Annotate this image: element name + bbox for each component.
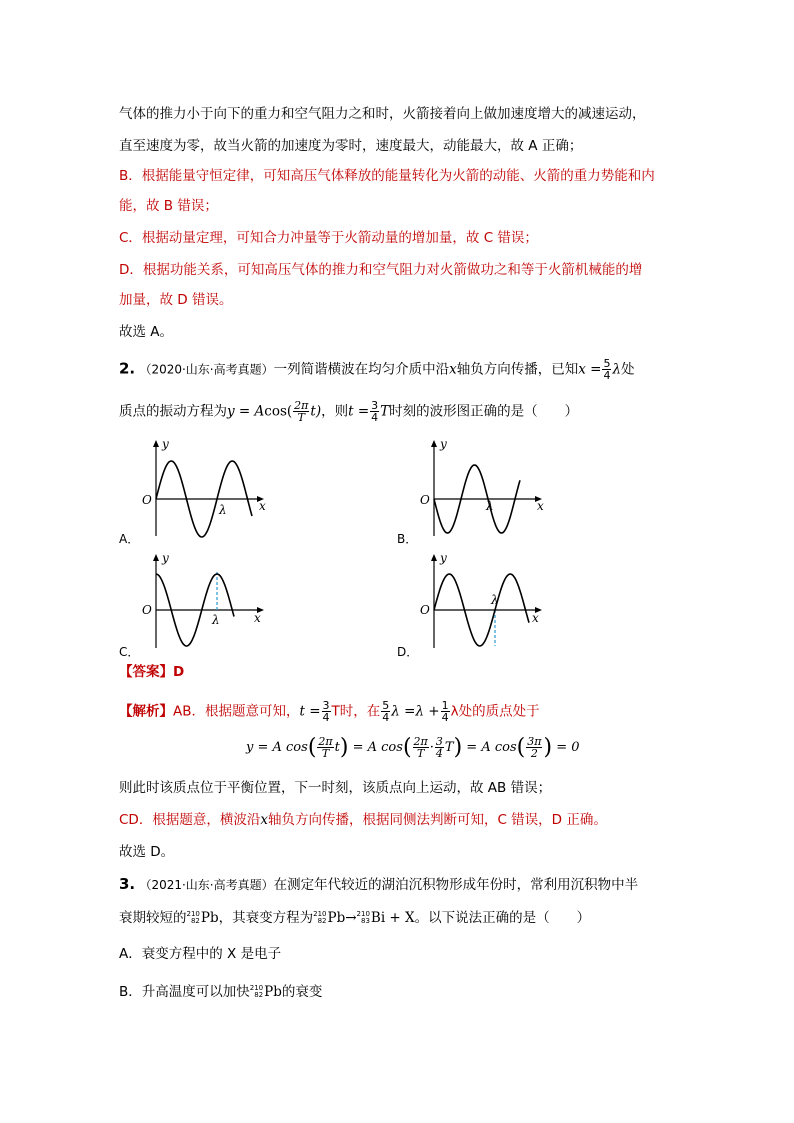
question-text: 一列简谐横波在均匀介质中沿: [273, 361, 450, 378]
element-pb: Pb: [264, 984, 282, 1000]
analysis-text: 轴负方向传播，根据同侧法判断可知，C 错误，D 正确。: [267, 812, 607, 828]
var-t: t): [310, 403, 322, 420]
x-axis-label: x: [537, 499, 544, 513]
arrow: →: [345, 910, 357, 926]
lambda-label: λ: [486, 499, 494, 513]
var-y-eq: y = A: [227, 403, 265, 420]
x-axis-label: x: [259, 499, 266, 513]
question-3-option-a[interactable]: A．衰变方程中的 X 是电子: [119, 946, 282, 962]
y-axis-label: y: [440, 437, 447, 451]
y-axis-label: y: [162, 551, 169, 565]
text-line-1: 气体的推力小于向下的重力和空气阻力之和时，火箭接着向上做加速度增大的减速运动，: [119, 106, 646, 122]
analysis-line-4: [119, 810, 607, 830]
option-c-label[interactable]: C．: [119, 645, 140, 659]
text-line-5: C．根据动量定理，可知合力冲量等于火箭动量的增加量，故 C 错误；: [119, 230, 538, 246]
var-lambda-plus: λ +: [415, 703, 440, 720]
analysis-line-1: [119, 700, 540, 723]
question-text: ，则: [321, 403, 349, 420]
option-text: B．升高温度可以加快: [119, 984, 250, 1000]
var-lambda: λ: [612, 361, 622, 378]
answer-label: 【答案】: [119, 664, 173, 680]
fraction-3-4: $\frac{3}{4}$: [371, 399, 379, 424]
question-text: 衰期较短的: [119, 910, 187, 926]
option-d-graph: [418, 550, 548, 654]
option-text: 的衰变: [281, 984, 323, 1000]
question-2-line-2: [119, 400, 578, 423]
text-line-3: B．根据能量守恒定律，可知高压气体释放的能量转化为火箭的动能、火箭的重力势能和内: [119, 168, 655, 184]
option-a-graph: [140, 436, 270, 542]
fraction-2pi-T: $\frac{2\pi}{T}$: [294, 399, 309, 424]
analysis-label: 【解析】: [119, 703, 173, 720]
analysis-text: CD．根据题意，横波沿: [119, 812, 261, 828]
origin-label: O: [142, 493, 152, 507]
x-axis-label: x: [254, 611, 261, 625]
cos-label: cos(: [264, 403, 293, 420]
lambda-label: λ: [491, 593, 499, 607]
text-line-6: D．根据功能关系，可知高压气体的推力和空气阻力对火箭做功之和等于火箭机械能的增: [119, 262, 643, 278]
analysis-formula: y = A cos( $\frac{2\pi}{T}$ t) = A cos( $\frac{2\pi}{T}$ · $\frac{3}{4}$ T) = A cos( $\frac{3\pi}{2}$ ) = 0: [246, 735, 580, 760]
fraction-1-4: $\frac{1}{4}$: [441, 699, 449, 724]
origin-label: O: [142, 603, 152, 617]
text-line-2: 直至速度为零，故当火箭的加速度为零时，速度最大，动能最大，故 A 正确；: [119, 138, 583, 154]
option-d-label[interactable]: D．: [397, 645, 419, 659]
question-2-line-1: [119, 358, 635, 381]
lambda-label: λ: [212, 613, 220, 627]
var-lambda-eq: λ =: [391, 703, 416, 720]
analysis-line-3: 则此时该质点位于平衡位置，下一时刻，该质点向上运动，故 AB 错误；: [119, 780, 552, 796]
question-text: 轴负方向传播，已知: [456, 361, 579, 378]
origin-label: O: [420, 493, 430, 507]
question-text: 时刻的波形图正确的是（ ）: [389, 403, 579, 420]
y-axis-label: y: [440, 551, 447, 565]
analysis-text: λ处的质点处于: [450, 703, 540, 720]
fraction-3-4: $\frac{3}{4}$: [322, 699, 330, 724]
element-pb: Pb: [327, 910, 346, 926]
question-text: 。以下说法正确的是（ ）: [414, 910, 591, 926]
text-line-8: 故选 A。: [119, 324, 174, 340]
var-t-eq: t =: [299, 703, 321, 720]
var-x: x: [260, 812, 268, 828]
question-text: 处: [621, 361, 635, 378]
analysis-text: AB．根据题意可知，: [173, 703, 300, 720]
var-x-eq: x =: [578, 361, 602, 378]
analysis-text: T时，在: [331, 703, 381, 720]
answer-value: D: [173, 664, 185, 680]
question-3-line-2: [119, 908, 590, 928]
option-b-label[interactable]: B．: [397, 532, 418, 546]
var-T: T: [380, 403, 390, 420]
question-number: 3.: [119, 875, 136, 893]
element-bi: Bi + X: [370, 910, 415, 926]
option-a-label[interactable]: A．: [119, 532, 140, 546]
var-x: x: [449, 361, 457, 378]
fraction-5-4: $\frac{5}{4}$: [382, 699, 390, 724]
question-text: 在测定年代较近的湖泊沉积物形成年份时，常利用沉积物中半: [273, 877, 639, 893]
text-line-7: 加量，故 D 错误。: [119, 292, 233, 308]
isotope-pb: 210 82: [249, 984, 264, 999]
isotope-pb: 210 82: [186, 910, 200, 925]
isotope-bi: 210 83: [356, 910, 370, 925]
question-number: 2.: [119, 359, 136, 378]
origin-label: O: [420, 603, 430, 617]
question-source: （2020·山东·高考真题）: [139, 362, 274, 377]
fraction-5-4: $\frac{5}{4}$: [603, 357, 611, 382]
lambda-label: λ: [219, 503, 227, 517]
question-source: （2021·山东·高考真题）: [139, 878, 274, 892]
answer-line: [119, 662, 184, 682]
text-line-4: 能，故 B 错误；: [119, 198, 218, 214]
isotope-pb: 210 82: [313, 910, 327, 925]
option-c-graph: [140, 550, 270, 654]
question-text: ，其衰变方程为: [218, 910, 314, 926]
var-t-eq: t =: [348, 403, 370, 420]
question-3-line-1: [119, 874, 638, 895]
analysis-line-5: 故选 D。: [119, 844, 175, 860]
element-pb: Pb: [200, 910, 219, 926]
question-text: 质点的振动方程为: [119, 403, 227, 420]
question-3-option-b[interactable]: [119, 982, 322, 1002]
x-axis-label: x: [532, 611, 539, 625]
option-b-graph: [418, 436, 548, 542]
y-axis-label: y: [162, 437, 169, 451]
